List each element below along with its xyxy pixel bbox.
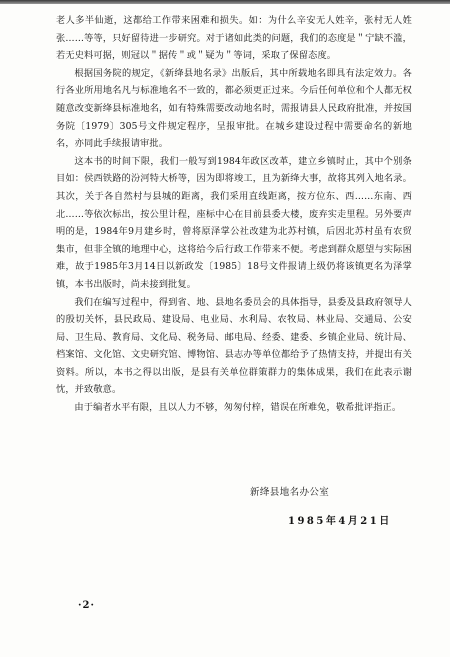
scan-edge	[0, 0, 450, 4]
paragraph-time-limit: 这本书的时间下限，我们一般写到1984年政区改革，建立乡镇时止，其中个别条目如：侯西铁路的汾河特大桥等，因为即将竣工，且为新绛大事，故将其列入地名录。其次，关于各自然村与县城的距离，我们采用直线距离，按方位东、西……东南、西北……等依次标出，按公里计程，座标中心在目前县委大楼，废弃实走里程。另外要声明的是，1984年9月建乡时，曾将原泽掌公社改建为北苏村镇，后因北苏村虽有农贸集市，但非全镇的地理中心，这将给今后行政工作带来不便。考虑到群众愿望与实际困难，故于1985年3月14日以新政发〔1985〕18号文件报请上级仍将该镇更名为泽掌镇，本书出版时，尚未接到批复。	[56, 155, 412, 290]
page-number: ·2·	[78, 600, 95, 611]
body-text	[56, 12, 412, 417]
paragraph-closing: 由于编者水平有限，且以人力不够，匆匆付梓，错误在所难免，敬希批评指正。	[74, 402, 402, 414]
paragraph-acknowledgements: 我们在编写过程中，得到省、地、县地名委员会的具体指导，县委及县政府领导人的殷切关怀，县民政局、建设局、电业局、水利局、农牧局、林业局、交通局、公安局、卫生局、教育局、文化局、税务局、邮电局、经委、建委、乡镇企业局、统计局、档案馆、文化馆、文史研究馆、博物馆、县志办等单位都给予了热情支持，并提出有关资料。所以，本书之得以出版，是县有关单位群策群力的集体成果，我们在此表示谢忱，并致敬意。	[56, 296, 412, 396]
paragraph-legal-effect: 根据国务院的规定，《新绛县地名录》出版后，其中所载地名即具有法定效力。各行各业所用地名凡与标准地名不一致的，都必须更正过来。今后任何单位和个人都无权随意改变新绛县标准地名，如有特殊需要改动地名时，需报请县人民政府批准，并按国务院〔1979〕305号文件规定程序，呈报审批。在城乡建设过程中需要命名的新地名，亦同此手续报请审批。	[56, 67, 412, 150]
paragraph-continuation: 老人多半仙逝，这都给工作带来困难和损失。如：为什么辛安无人姓辛，张村无人姓张……等等，只好留待进一步研究。对于诸如此类的问题，我们的态度是＂宁缺不滥，若无史料可据，则冠以＂据传＂或＂疑为＂等词，采取了保留态度。	[56, 15, 412, 62]
signature-date: 1985年4月21日	[288, 516, 392, 527]
signature-organization: 新绛县地名办公室	[250, 487, 330, 498]
